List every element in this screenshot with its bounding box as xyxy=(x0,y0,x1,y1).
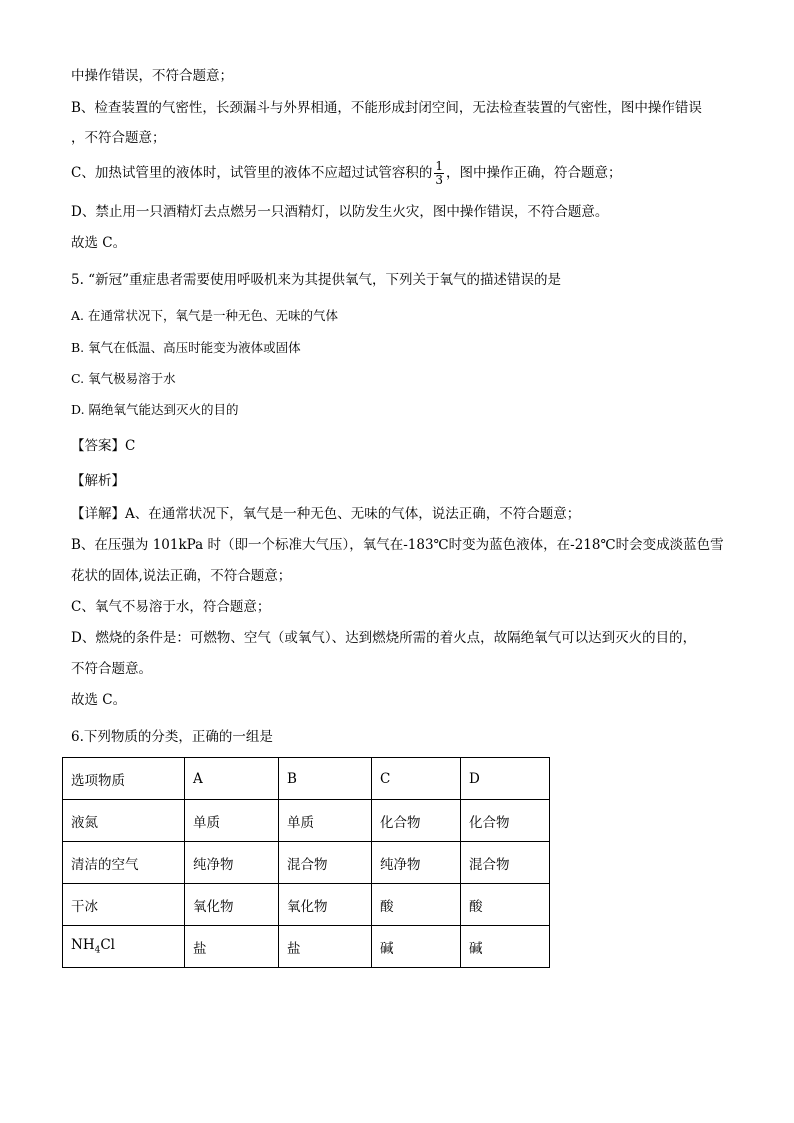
q5-analysis-heading: 【解析】 xyxy=(71,473,125,489)
q5-detail-a: 【详解】A、在通常状况下，氧气是一种无色、无味的气体，说法正确，不符合题意； xyxy=(71,506,581,522)
q5-conclusion: 故选 C。 xyxy=(71,692,127,708)
q5-detail-d-line1: D、燃烧的条件是：可燃物、空气（或氧气）、达到燃烧所需的着火点，故隔绝氧气可以达到灭火的目的， xyxy=(71,630,697,646)
prev-explanation-b-line1: B、检查装置的气密性，长颈漏斗与外界相通，不能形成封闭空间，无法检查装置的气密性，图中操作错误 xyxy=(71,100,702,116)
formula-main: NH xyxy=(71,937,95,954)
table-cell: 化合物 xyxy=(372,800,461,842)
table-header-cell: A xyxy=(185,758,279,800)
formula-subscript: 4 xyxy=(94,945,101,956)
prev-explanation-c-line xyxy=(71,160,621,187)
table-header-cell: 选项物质 xyxy=(63,758,185,800)
table-cell: 碱 xyxy=(372,926,461,968)
q5-detail-d-line2: 不符合题意。 xyxy=(71,661,152,677)
table-cell: 盐 xyxy=(279,926,372,968)
table-cell: 混合物 xyxy=(461,842,550,884)
table-cell: 化合物 xyxy=(461,800,550,842)
c-line-before-fraction: C、加热试管里的液体时，试管里的液体不应超过试管容积的 xyxy=(71,165,433,181)
formula-tail: Cl xyxy=(100,937,115,954)
table-header-cell: C xyxy=(372,758,461,800)
table-cell: 干冰 xyxy=(63,884,185,926)
table-cell: 纯净物 xyxy=(372,842,461,884)
q6-stem: 6.下列物质的分类，正确的一组是 xyxy=(71,729,273,745)
prev-conclusion: 故选 C。 xyxy=(71,235,127,251)
table-cell: 单质 xyxy=(185,800,279,842)
q5-stem: 5. “新冠”重症患者需要使用呼吸机来为其提供氧气，下列关于氧气的描述错误的是 xyxy=(71,272,561,288)
q5-option-d: D. 隔绝氧气能达到灭火的目的 xyxy=(71,402,239,417)
table-cell: 盐 xyxy=(185,926,279,968)
table-row xyxy=(63,842,550,884)
table-cell: 酸 xyxy=(461,884,550,926)
table-cell: 碱 xyxy=(461,926,550,968)
table-cell: 氧化物 xyxy=(279,884,372,926)
fraction-one-third xyxy=(434,160,444,187)
table-row xyxy=(63,926,550,968)
table-header-cell: D xyxy=(461,758,550,800)
q5-detail-b-line2: 花状的固体,说法正确，不符合题意； xyxy=(71,568,292,584)
fraction-denominator: 3 xyxy=(435,173,443,187)
table-header-row xyxy=(63,758,550,800)
table-cell: 酸 xyxy=(372,884,461,926)
q6-classification-table xyxy=(62,757,550,968)
q5-detail-c: C、氧气不易溶于水，符合题意； xyxy=(71,599,271,615)
q5-answer: 【答案】C xyxy=(71,438,136,454)
table-cell: 清洁的空气 xyxy=(63,842,185,884)
q5-detail-b-line1: B、在压强为 101kPa 时（即一个标准大气压），氧气在-183℃时变为蓝色液体，在-218℃时会变成淡蓝色雪 xyxy=(71,537,724,553)
q5-option-c: C. 氧气极易溶于水 xyxy=(71,371,176,386)
table-cell-formula xyxy=(63,926,185,968)
prev-explanation-b-line2: ，不符合题意； xyxy=(71,130,166,146)
prev-explanation-d-line: D、禁止用一只酒精灯去点燃另一只酒精灯，以防发生火灾，图中操作错误，不符合题意。 xyxy=(71,204,609,220)
prev-explanation-continuation: 中操作错误，不符合题意； xyxy=(71,68,233,84)
table-cell: 液氮 xyxy=(63,800,185,842)
c-line-after-fraction: ，图中操作正确，符合题意； xyxy=(445,165,622,181)
table-cell: 混合物 xyxy=(279,842,372,884)
table-cell: 单质 xyxy=(279,800,372,842)
table-header-cell: B xyxy=(279,758,372,800)
table-row xyxy=(63,800,550,842)
table-cell: 纯净物 xyxy=(185,842,279,884)
q5-option-a: A. 在通常状况下，氧气是一种无色、无味的气体 xyxy=(71,308,338,323)
table-row xyxy=(63,884,550,926)
fraction-numerator: 1 xyxy=(435,159,443,173)
table-cell: 氧化物 xyxy=(185,884,279,926)
q5-option-b: B. 氧气在低温、高压时能变为液体或固体 xyxy=(71,340,301,355)
